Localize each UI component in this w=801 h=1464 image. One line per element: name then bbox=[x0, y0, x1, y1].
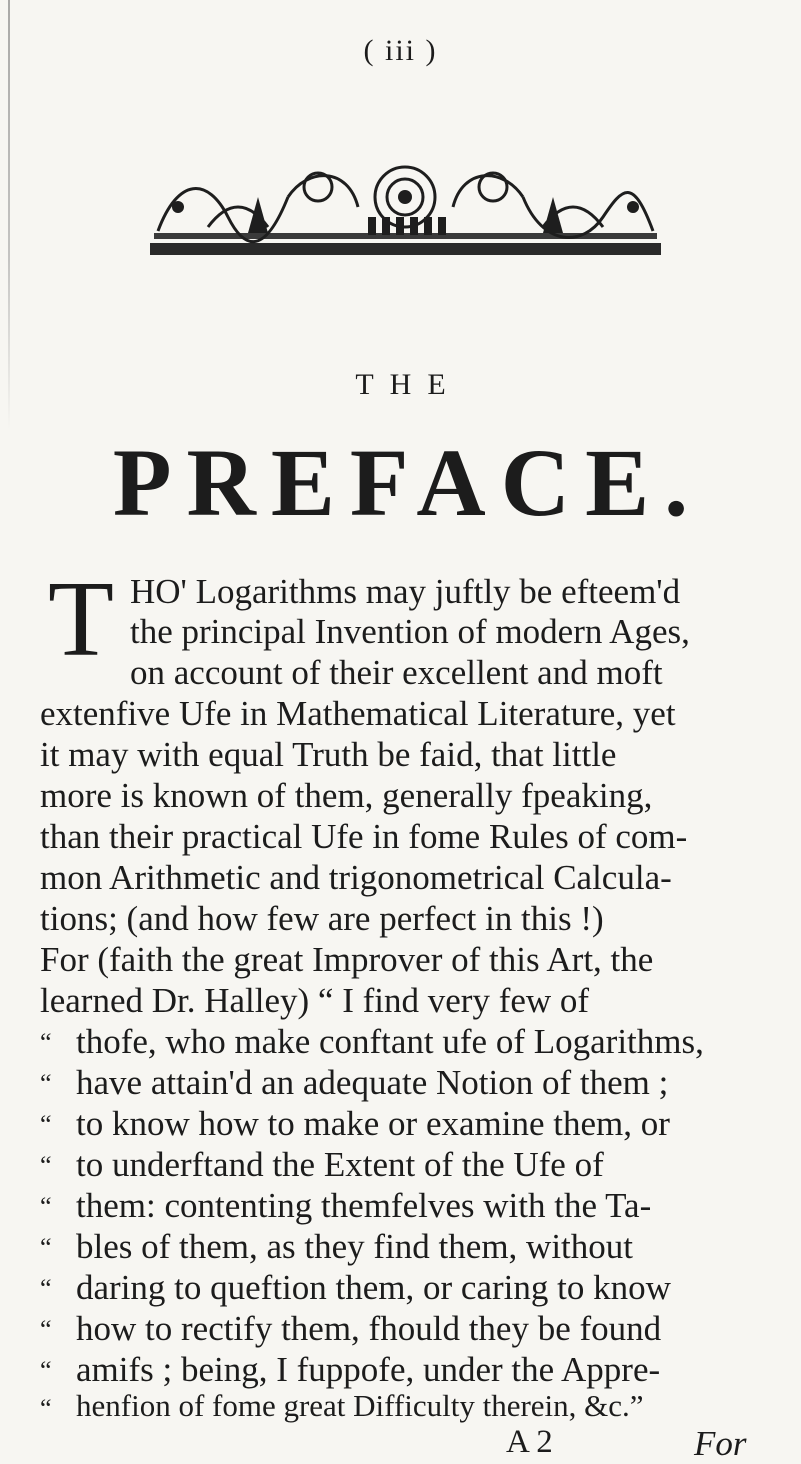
quote-mark: “ bbox=[40, 1233, 52, 1262]
floral-headpiece-ornament-icon bbox=[148, 157, 663, 259]
text-line: HO' Logarithms may juftly be efteem'd bbox=[130, 572, 681, 611]
drop-cap: T bbox=[48, 560, 114, 679]
text-line: more is known of them, generally fpeaking, bbox=[40, 776, 653, 815]
text-line: For (faith the great Improver of this Art, the bbox=[40, 940, 654, 979]
quote-mark: “ bbox=[40, 1110, 52, 1139]
text-line: henfion of fome great Difficulty therein, &c.” bbox=[76, 1388, 644, 1423]
text-line: to underftand the Extent of the Ufe of bbox=[76, 1145, 604, 1184]
heading-preface: PREFACE. bbox=[112, 429, 704, 536]
text-line: than their practical Ufe in fome Rules of com- bbox=[40, 817, 688, 856]
heading-the: THE bbox=[355, 368, 462, 401]
text-line: tions; (and how few are perfect in this !) bbox=[40, 899, 604, 938]
quote-mark: “ bbox=[40, 1356, 52, 1385]
page-number: ( iii ) bbox=[363, 34, 438, 67]
quote-mark: “ bbox=[40, 1151, 52, 1180]
quote-mark: “ bbox=[40, 1274, 52, 1303]
text-line: thofe, who make conftant ufe of Logarithms, bbox=[76, 1022, 704, 1061]
catchword: For bbox=[694, 1424, 747, 1463]
text-line: amifs ; being, I fuppofe, under the Appre- bbox=[76, 1350, 661, 1389]
text-line: bles of them, as they find them, without bbox=[76, 1227, 633, 1266]
text-line: them: contenting themfelves with the Ta- bbox=[76, 1186, 652, 1225]
text-line: learned Dr. Halley) “ I find very few of bbox=[40, 981, 590, 1020]
text-line: on account of their excellent and moft bbox=[130, 653, 663, 692]
text-line: daring to queftion them, or caring to know bbox=[76, 1268, 671, 1307]
text-line: to know how to make or examine them, or bbox=[76, 1104, 670, 1143]
text-line: how to rectify them, fhould they be found bbox=[76, 1309, 662, 1348]
text-line: it may with equal Truth be faid, that little bbox=[40, 735, 617, 774]
quote-mark: “ bbox=[40, 1394, 52, 1423]
text-line: the principal Invention of modern Ages, bbox=[130, 612, 690, 651]
text-line: have attain'd an adequate Notion of them ; bbox=[76, 1063, 669, 1102]
quote-mark: “ bbox=[40, 1028, 52, 1057]
quote-mark: “ bbox=[40, 1192, 52, 1221]
quote-mark: “ bbox=[40, 1315, 52, 1344]
text-line: extenfive Ufe in Mathematical Literature, yet bbox=[40, 694, 676, 733]
signature-mark: A 2 bbox=[506, 1424, 553, 1460]
text-line: mon Arithmetic and trigonometrical Calcula- bbox=[40, 858, 672, 897]
quote-mark: “ bbox=[40, 1069, 52, 1098]
